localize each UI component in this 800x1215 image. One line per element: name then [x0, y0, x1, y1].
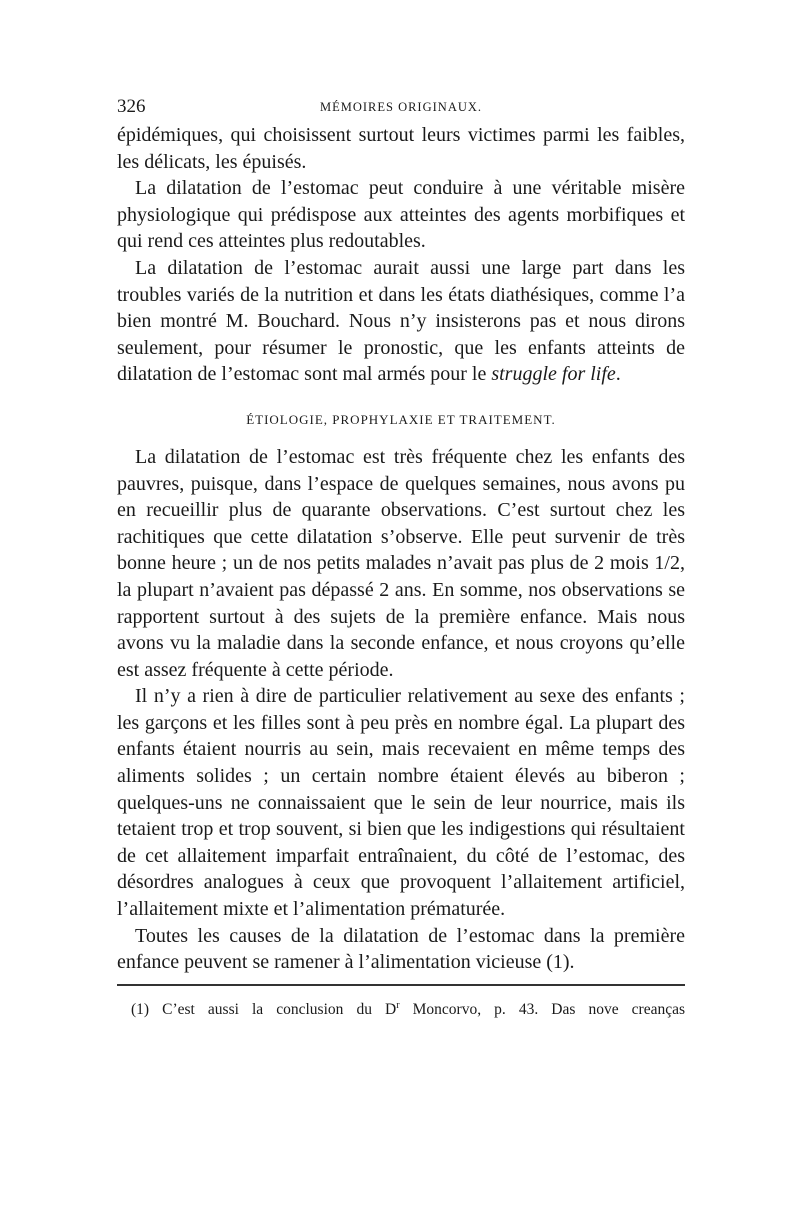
paragraph-misere-physiologique: La dilatation de l’estomac peut conduire à une véritable misère physiologique qui prédispose aux atteintes des agents morbifiques et qui rend ces atteintes plus redoutables. — [117, 177, 685, 253]
pronostic-text: La dilatation de l’estomac aurait aussi une large part dans les troubles variés de la nutrition et dans les états diathésiques, comme l’a bien montré M. Bouchard. Nous n’y insisterons pas et nous dirons seulement, pour résumer le pronostic, que les enfants atteints de dilatation de l’estomac sont mal armés pour le — [117, 256, 685, 386]
italic-phrase: struggle for life — [491, 363, 616, 386]
paragraph-continuation: épidémiques, qui choisissent surtout leurs victimes parmi les faibles, les délicats, les épuisés. — [117, 124, 685, 173]
pronostic-end: . — [615, 363, 621, 386]
footnote-text: (1) C’est aussi la conclusion du D — [131, 1000, 397, 1018]
footnote — [117, 1000, 685, 1020]
paragraph-causes: Toutes les causes de la dilatation de l’estomac dans la première enfance peuvent se ramener à l’alimentation vicieuse (1). — [117, 924, 685, 974]
paragraph-pronostic — [117, 255, 685, 388]
footnote-divider — [117, 984, 685, 986]
paragraph-sexe-allaitement: Il n’y a rien à dire de particulier relativement au sexe des enfants ; les garçons et les filles sont à peu près en nombre égal. La plupart des enfants étaient nourris au sein, mais recevaient en même temps des aliments solides ; un certain nombre étaient élevés au biberon ; quelques-uns ne connaissaient que le sein de leur nourrice, mais ils tetaient trop et trop souvent, si bien que les indigestions qui résultaient de cet allaitement imparfait entraînaient, du côté de l’estomac, des désordres analogues à ceux que provoquent l’allaitement artificiel, l’allaitement mixte et l’alimentation prématurée. — [117, 685, 685, 921]
section-heading: ÉTIOLOGIE, PROPHYLAXIE ET TRAITEMENT. — [246, 411, 556, 427]
footnote-text-end: Moncorvo, p. 43. Das nove creanças — [399, 1000, 686, 1018]
running-title: MÉMOIRES ORIGINAUX. — [319, 100, 483, 114]
paragraph-frequence: La dilatation de l’estomac est très fréquente chez les enfants des pauvres, puisque, dans l’espace de quelques semaines, nous avons pu en recueillir plus de quarante observations. C’est surtout chez les rachitiques que cette dilatation s’observe. Elle peut survenir de très bonne heure ; un de nos petits malades n’avait pas plus de 2 mois 1/2, la plupart n’avaient pas dépassé 2 ans. En somme, nos observations se rapportent surtout à des sujets de la première enfance. Mais nous avons vu la maladie dans la seconde enfance, et nous croyons qu’elle est assez fréquente à cette période. — [117, 445, 685, 681]
running-header — [117, 92, 685, 122]
book-page — [117, 92, 685, 1020]
footnote-superscript: r — [396, 999, 400, 1011]
body-text — [117, 122, 685, 976]
page-number: 326 — [117, 96, 146, 117]
